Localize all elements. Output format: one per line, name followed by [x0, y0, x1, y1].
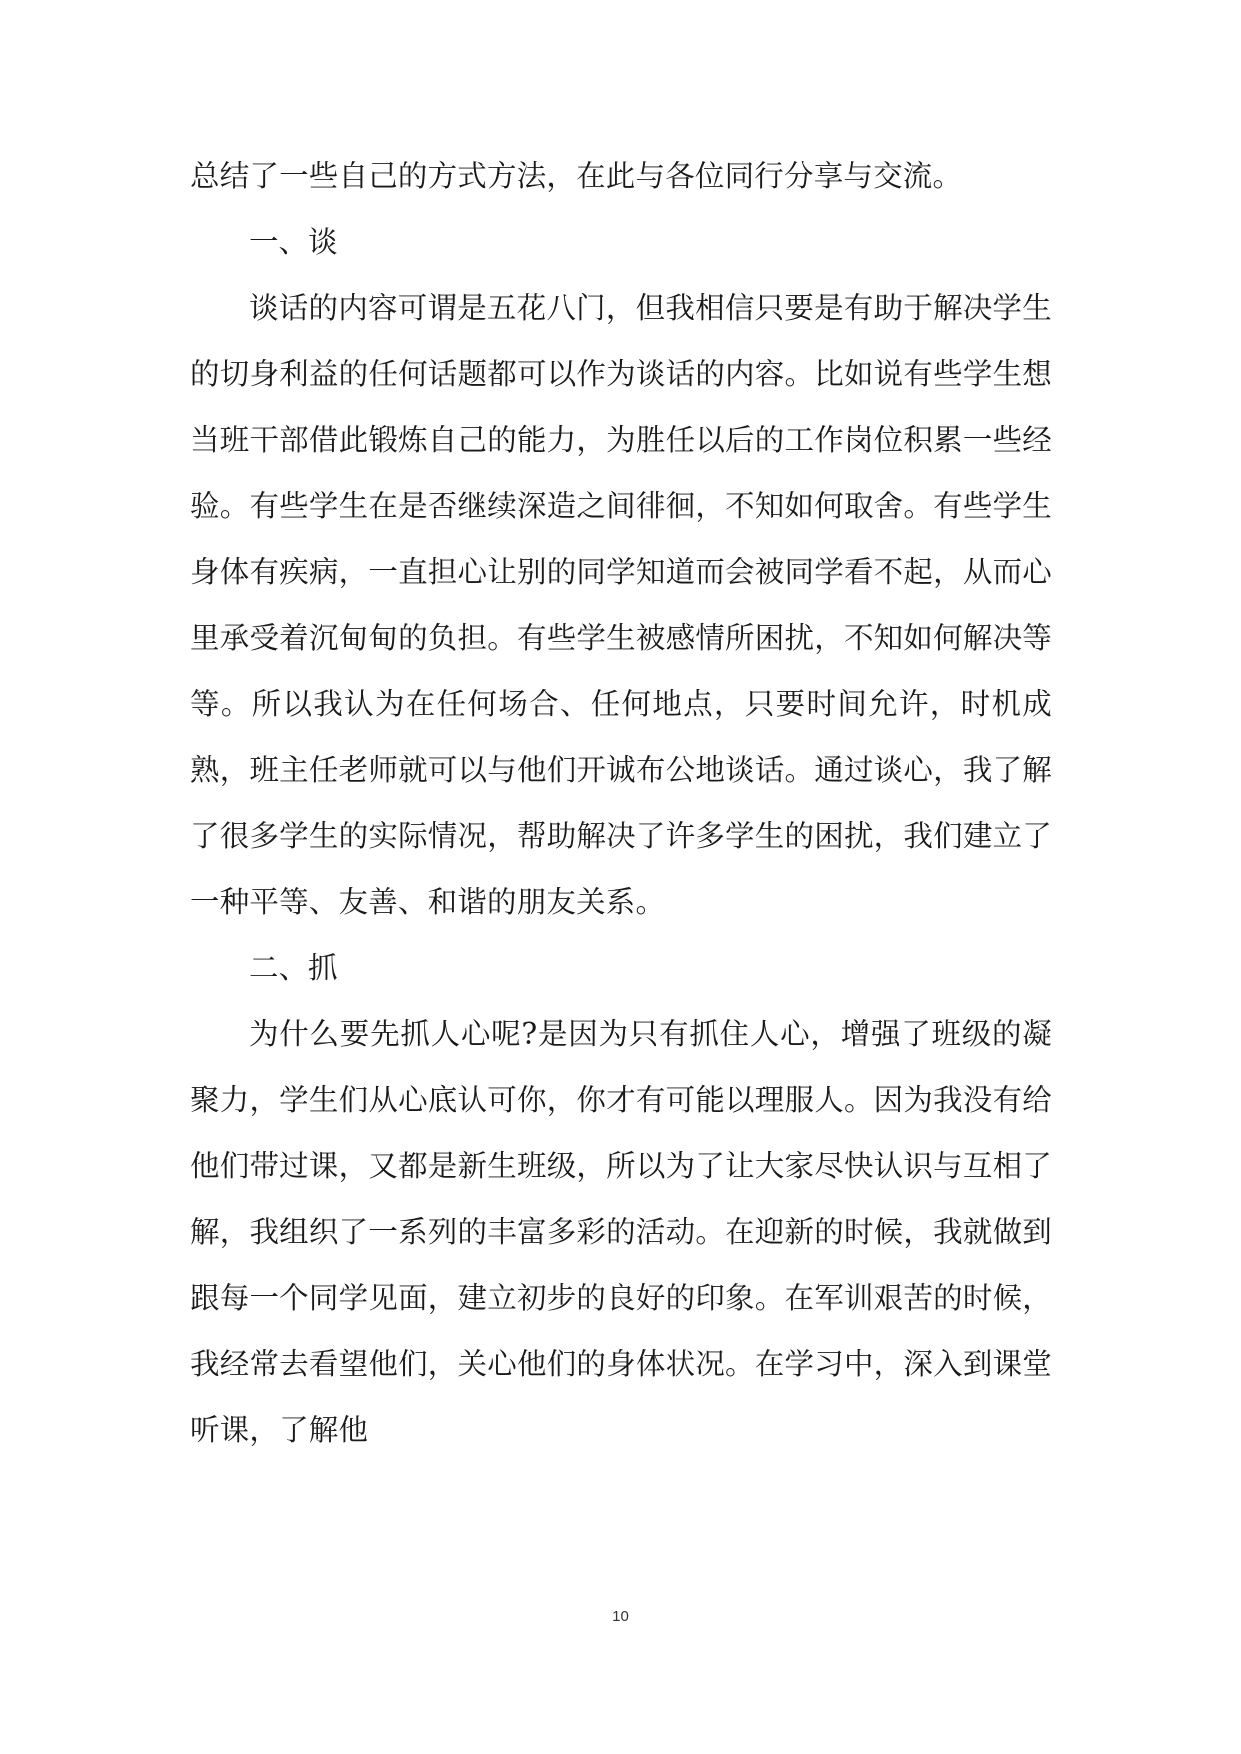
section-heading-tan: 一、谈: [249, 225, 338, 259]
paragraph-tan-body: 谈话的内容可谓是五花八门，但我相信只要是有助于解决学生的切身利益的任何话题都可以作为谈话的内容。比如说有些学生想当班干部借此锻炼自己的能力，为胜任以后的工作岗位积累一些经验。有些学生在是否继续深造之间徘徊，不知如何取舍。有些学生身体有疾病，一直担心让别的同学知道而会被同学看不起，从而心里承受着沉甸甸的负担。有些学生被感情所困扰，不知如何解决等等。所以我认为在任何场合、任何地点，只要时间允许，时机成熟，班主任老师就可以与他们开诚布公地谈话。通过谈心，我了解了很多学生的实际情况，帮助解决了许多学生的困扰，我们建立了一种平等、友善、和谐的朋友关系。: [190, 291, 1052, 919]
paragraph-continued: 总结了一些自己的方式方法，在此与各位同行分享与交流。: [190, 159, 963, 193]
section-heading-zhua: 二、抓: [249, 951, 338, 985]
page-body: [190, 143, 1052, 1463]
page-number: 10: [612, 1608, 629, 1625]
paragraph-zhua-body: 为什么要先抓人心呢?是因为只有抓住人心，增强了班级的凝聚力，学生们从心底认可你，你才有可能以理服人。因为我没有给他们带过课，又都是新生班级，所以为了让大家尽快认识与互相了解，我组织了一系列的丰富多彩的活动。在迎新的时候，我就做到跟每一个同学见面，建立初步的良好的印象。在军训艰苦的时候，我经常去看望他们，关心他们的身体状况。在学习中，深入到课堂听课，了解他: [190, 1017, 1052, 1447]
